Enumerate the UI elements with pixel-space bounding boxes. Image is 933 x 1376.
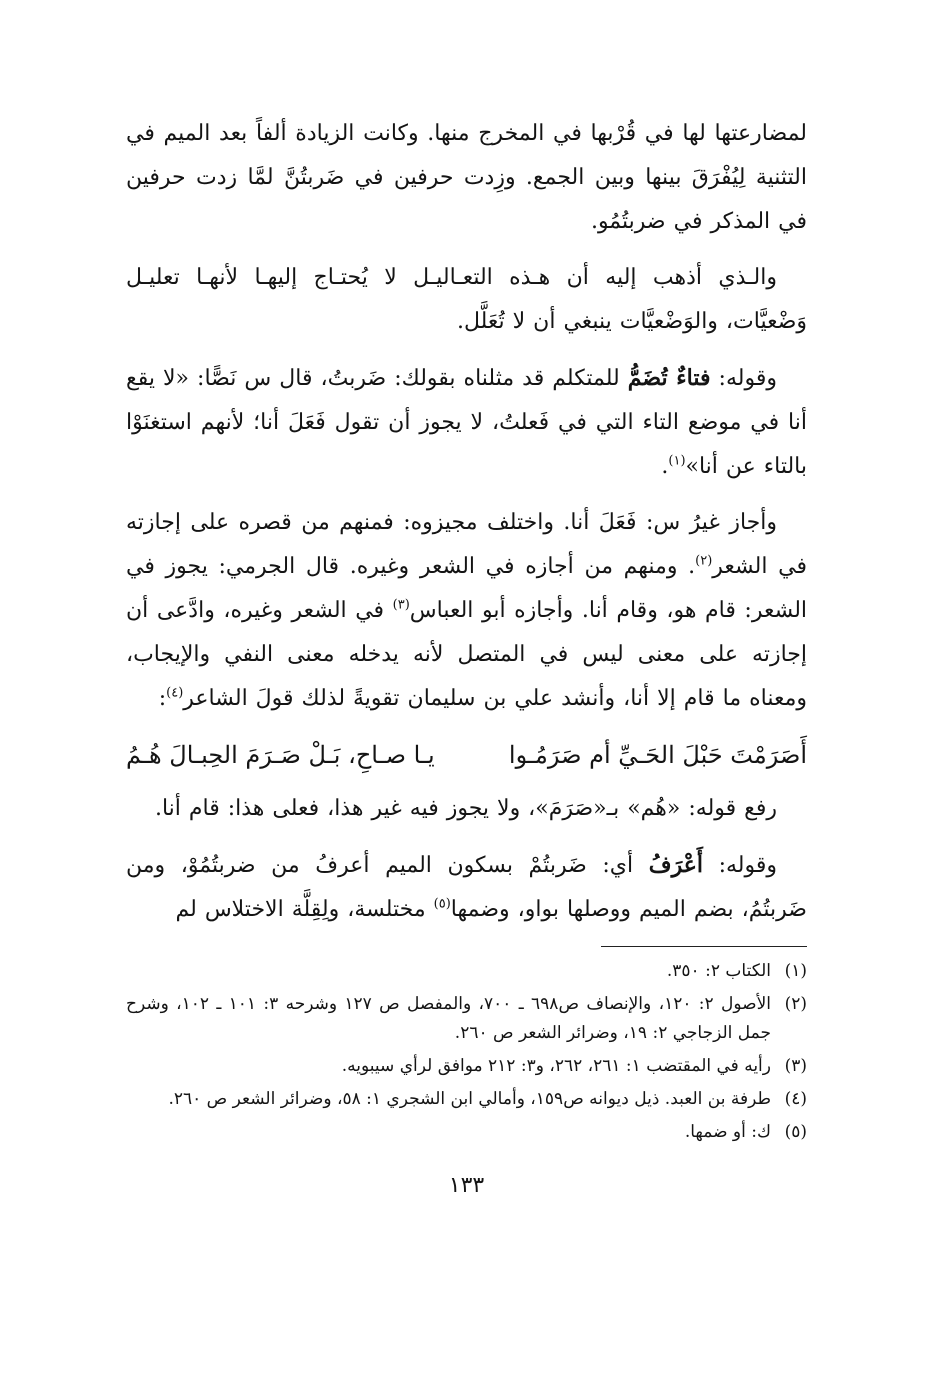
paragraph-text: . ومنهم من أجازه في الشعر وغيره. قال الجرمي: يجوز في الشعر: قام هو، وقام أنا. وأجازه أبو العباس: [126, 554, 808, 623]
footnote-ref: (٣): [392, 597, 410, 613]
footnote-ref: (٤): [166, 685, 184, 701]
paragraph-tail: :: [158, 686, 167, 711]
footnote-divider: [601, 946, 807, 947]
footnote-text: الأصول ٢: ١٢٠، والإنصاف ص٦٩٨ ـ ٧٠٠، والمفصل ص ١٢٧ وشرحه ٣: ١٠١ ـ ١٠٢، وشرح جمل الزجاجي ٢: ١٩، وضرائر الشعر ص ٢٦٠.: [126, 994, 771, 1043]
footnote: [126, 1052, 807, 1081]
footnote-number: (١): [784, 961, 807, 981]
paragraph-lead: وقوله:: [702, 853, 777, 878]
verse-gap: [452, 733, 492, 777]
page-number: ١٣٣: [448, 1173, 485, 1198]
footnote-text: رأيه في المقتضب ١: ٢٦١، ٢٦٢، و٣: ٢١٢ موافق لرأي سيبويه.: [341, 1056, 771, 1076]
paragraph-text: رفع قوله: «هُم» بـ«صَرَمَ»، ولا يجوز فيه غير هذا، فعلى هذا: قام أنا.: [154, 796, 777, 821]
footnote-ref: (٥): [433, 896, 451, 912]
footnote: [126, 957, 807, 986]
body-paragraph: [126, 787, 807, 831]
footnote-text: ك: أو ضمها.: [684, 1122, 771, 1142]
body-paragraph: [126, 112, 807, 244]
quoted-term: فتاءٌ تُضَمُّ: [627, 365, 711, 391]
paragraph-text: للمتكلم قد مثلناه بقولك: ضَربتُ، قال س نَصًّا: «لا يقع أنا في موضع التاء التي في فَعلتُ، لا يجوز أن تقول فَعَلَ أنا؛ لأنهم استغنَوْا بالتاء عن أنا»: [126, 366, 807, 479]
body-paragraph: [126, 501, 807, 721]
footnote: [126, 990, 807, 1048]
verse-second-hemistich: يـا صـاحِ، بَـلْ صَـرَمَ الحِبـالَ هُـمُ: [126, 741, 435, 769]
footnote-ref: (٢): [695, 553, 713, 569]
paragraph-lead: وقوله:: [710, 366, 777, 391]
verse-first-hemistich: أَصَرَمْتَ حَبْلَ الحَـيِّ أم صَرَمُـوا: [508, 741, 807, 769]
quoted-term: أَعْرَفُ: [648, 852, 703, 878]
footnote-number: (٣): [784, 1056, 807, 1076]
body-paragraph: [126, 256, 807, 344]
body-paragraph: [126, 843, 807, 932]
footnote: [126, 1085, 807, 1114]
paragraph-tail: مختلسة، ولِقِلَّة الاختلاس لم: [175, 897, 434, 922]
footnote-number: (٤): [784, 1089, 807, 1109]
footnote-number: (٥): [784, 1122, 807, 1142]
paragraph-text: أي: ضَربتُمْ بسكون الميم أعرفُ من ضربتُمُوْ، ومن ضَربتُمُ، بضم الميم ووصلها بواو، وضمها: [126, 853, 807, 922]
footnote-ref: (١): [668, 453, 686, 469]
body-paragraph: [126, 356, 807, 489]
footnote-text: طرفة بن العبد. ذيل ديوانه ص١٥٩، وأمالي ابن الشجري ١: ٥٨، وضرائر الشعر ص ٢٦٠.: [168, 1089, 771, 1109]
paragraph-text: لمضارعتها لها في قُرْبها في المخرج منها. وكانت الزيادة ألفاً بعد الميم في التثنية لِيُفْرَقَ بينها وبين الجمع. وزِدت حرفين في ضَربتُنَّ لمَّا زدت حرفين في المذكر في ضربتُمُو.: [126, 121, 807, 234]
footnote-text: الكتاب ٢: ٣٥٠.: [666, 961, 771, 981]
paragraph-text: وأجاز غيرُ س: فَعَلَ أنا. واختلف مجيزوه: فمنهم من قصره على إجازته في الشعر: [126, 510, 807, 579]
footnote-number: (٢): [784, 994, 807, 1014]
footnote: [126, 1118, 807, 1147]
poetry-verse: [126, 733, 807, 777]
paragraph-tail: .: [661, 454, 669, 479]
paragraph-text: في الشعر وغيره، وادَّعى أن إجازته على معنى ليس في المتصل لأنه يدخله معنى النفي والإيجاب، ومعناه ما قام إلا أنا، وأنشد علي بن سليمان تقويةً لذلك قولَ الشاعر: [126, 598, 807, 711]
paragraph-text: والـذي أذهب إليه أن هـذه التعـاليـل لا يُحتـاج إليهـا لأنهـا تعليـل وَضْعيَّات، والوَضْعيَّات ينبغي أن لا تُعَلَّل.: [126, 265, 807, 334]
